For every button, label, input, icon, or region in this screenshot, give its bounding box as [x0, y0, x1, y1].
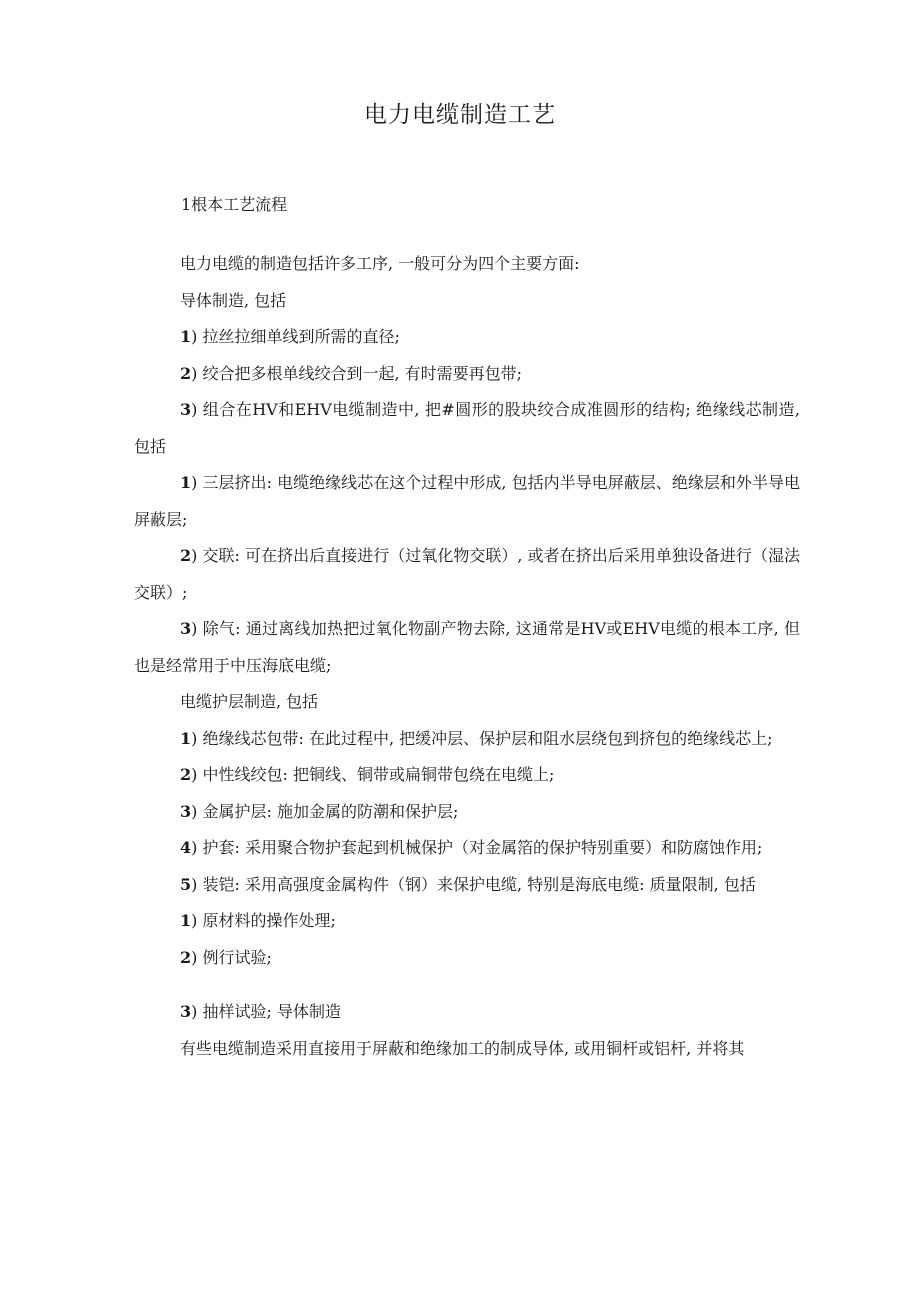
list-item-text: ) 除气: 通过离线加热把过氧化物副产物去除, 这通常是HV或EHV电缆的根本工序, 但也是经常用于中压海底电缆; [134, 619, 800, 675]
paragraph [134, 246, 800, 283]
list-item-number: 1 [180, 473, 192, 492]
list-item [134, 994, 800, 1031]
list-item [134, 465, 800, 538]
list-item [134, 794, 800, 831]
paragraph-text: 导体制造, 包括 [180, 290, 287, 310]
list-item-text: ) 抽样试验; 导体制造 [191, 1002, 341, 1021]
paragraph [134, 684, 800, 721]
list-item [134, 611, 800, 684]
list-item-number: 3 [180, 400, 192, 419]
list-item-number: 3 [180, 801, 192, 821]
list-item-number: 1 [180, 728, 192, 748]
paragraph-text: 电缆护层制造, 包括 [180, 692, 319, 711]
list-item-number: 2 [180, 947, 192, 967]
list-item-text: ) 中性线绞包: 把铜线、铜带或扁铜带包绕在电缆上; [191, 765, 555, 784]
list-item [134, 940, 800, 977]
paragraph [134, 283, 800, 320]
list-item [134, 392, 800, 465]
spacer [134, 976, 800, 994]
section-heading: 1根本工艺流程 [181, 195, 288, 214]
list-item-number: 5 [180, 874, 192, 894]
list-item-text: ) 组合在HV和EHV电缆制造中, 把#圆形的股块绞合成准圆形的结构; 绝缘线芯制造, 包括 [134, 400, 800, 456]
paragraph-text: 电力电缆的制造包括许多工序, 一般可分为四个主要方面: [180, 254, 580, 273]
list-item [134, 721, 800, 758]
list-item-text: ) 拉丝拉细单线到所需的直径; [191, 327, 400, 346]
list-item [134, 903, 800, 940]
list-item-text: ) 装铠: 采用高强度金属构件（钢）来保护电缆, 特别是海底电缆: 质量限制, 包括 [191, 874, 756, 894]
list-item-number: 2 [180, 765, 192, 784]
document-body [134, 246, 800, 1067]
list-item [134, 867, 800, 904]
list-item-number: 2 [180, 546, 192, 565]
list-item-text: ) 金属护层: 施加金属的防潮和保护层; [191, 801, 459, 821]
list-item-text: ) 绞合把多根单线绞合到一起, 有时需要再包带; [191, 363, 523, 383]
list-item-number: 2 [180, 363, 192, 383]
list-item [134, 538, 800, 611]
list-item [134, 356, 800, 393]
list-item-text: ) 交联: 可在挤出后直接进行（过氧化物交联）, 或者在挤出后采用单独设备进行（湿法交联）; [134, 546, 800, 602]
list-item-text: ) 三层挤出: 电缆绝缘线芯在这个过程中形成, 包括内半导电屏蔽层、绝缘层和外半导电屏蔽层; [134, 473, 800, 529]
list-item-number: 1 [180, 911, 192, 930]
paragraph-text: 有些电缆制造采用直接用于屏蔽和绝缘加工的制成导体, 或用铜杆或铝杆, 并将其 [180, 1038, 745, 1058]
list-item [134, 319, 800, 356]
list-item [134, 830, 800, 867]
paragraph [134, 1031, 800, 1068]
list-item-text: ) 原材料的操作处理; [191, 911, 336, 930]
list-item [134, 757, 800, 794]
document-title: 电力电缆制造工艺 [364, 102, 556, 128]
list-item-number: 4 [180, 838, 192, 857]
list-item-text: ) 例行试验; [191, 947, 272, 967]
list-item-text: ) 绝缘线芯包带: 在此过程中, 把缓冲层、保护层和阻水层绕包到挤包的绝缘线芯上; [191, 728, 773, 748]
list-item-number: 3 [180, 619, 192, 638]
list-item-number: 1 [180, 327, 192, 346]
list-item-number: 3 [180, 1002, 192, 1021]
list-item-text: ) 护套: 采用聚合物护套起到机械保护（对金属箔的保护特别重要）和防腐蚀作用; [191, 838, 763, 857]
